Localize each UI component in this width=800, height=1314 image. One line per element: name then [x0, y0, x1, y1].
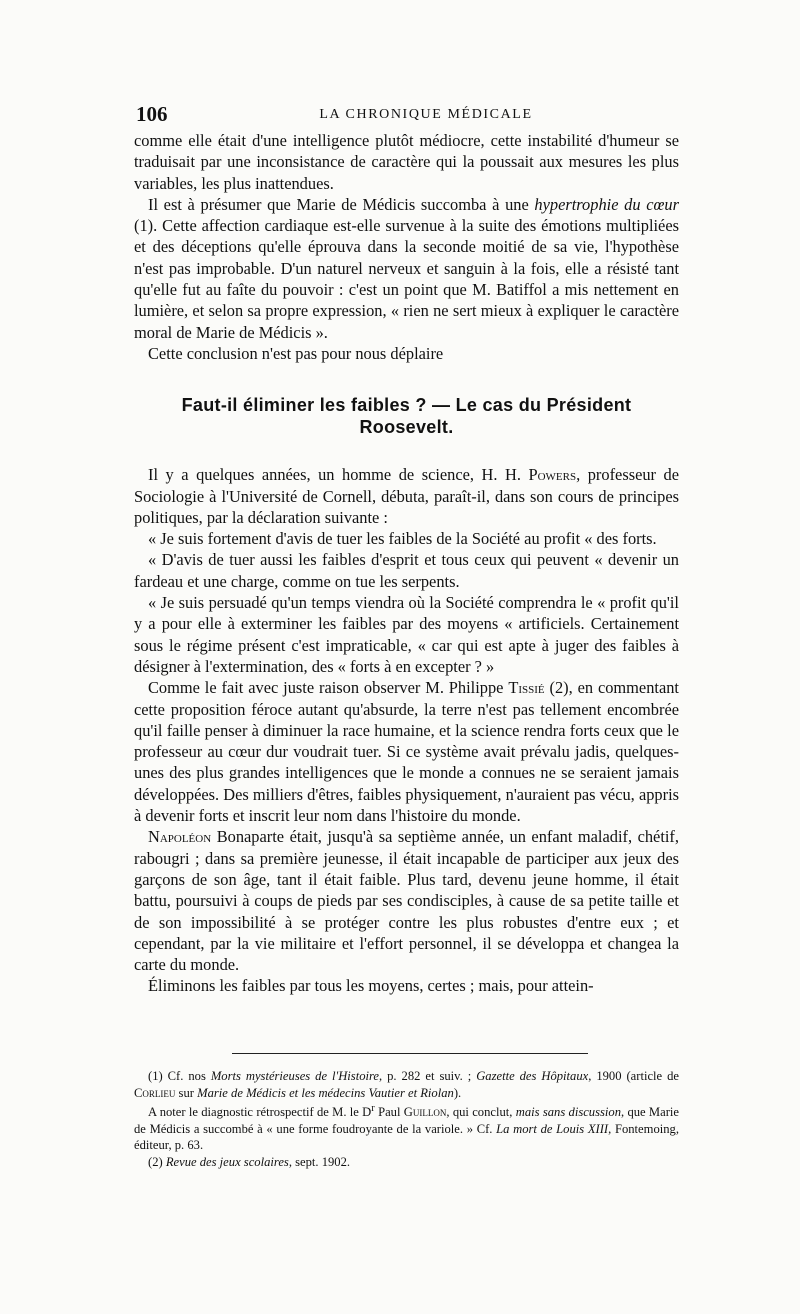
paragraph: comme elle était d'une intelligence plutôt médiocre, cette instabilité d'humeur se traduisait par une inconsistance de caractère qui la poussait aux mesures les plus variables, les plus inattendues.: [134, 131, 679, 193]
paragraph: Cette conclusion n'est pas pour nous déplaire: [148, 343, 444, 363]
page-number: 106: [136, 102, 168, 126]
paragraph: Comme le fait avec juste raison observer M. Philippe Tissié (2), en commentant cette proposition féroce autant qu'absurde, la terre n'est pas tellement encombrée qu'il faille penser à diminuer la race humaine, et la science rendra forts ceux que le professeur au cœur dur voudrait tuer. Si ce système avait prévalu jadis, quelques-unes des plus grandes intelligences que le monde a connues ne se seraient jamais développées. Des milliers d'êtres, faibles physiquement, n'auraient pas vécu, appris à devenir forts et inscrit leur nom dans l'histoire du monde.: [134, 678, 679, 826]
paragraph: Napoléon Bonaparte était, jusqu'à sa septième année, un enfant maladif, chétif, rabougri ; dans sa première jeunesse, il était incapable de participer aux jeux des garçons de son âge, tant il était faible. Plus tard, devenu jeune homme, il était battu, poursuivi à coups de pieds par ses condisciples, à cause de sa petite taille et de son impossibilité à se protéger contre les plus robustes d'entre eux ; et cependant, par la vie militaire et l'effort personnel, il se développa et changea la carte du monde.: [134, 827, 679, 975]
running-title: LA CHRONIQUE MÉDICALE: [319, 107, 533, 122]
paragraph: Il est à présumer que Marie de Médicis succomba à une hypertrophie du cœur (1). Cette affection cardiaque est-elle survenue à la suite des émotions multipliées et des déceptions qu'elle éprouva dans la seconde moitié de sa vie, l'hypothèse n'est pas improbable. D'un naturel nerveux et sanguin à la fois, elle a résisté tant qu'elle fut au faîte du pouvoir : c'est un point que M. Batiffol a mis nettement en lumière, et selon sa propre expression, « rien ne sert mieux à expliquer le caractère moral de Marie de Médicis ».: [134, 194, 679, 342]
footnotes: [134, 1068, 679, 1170]
person-name: Napoléon: [148, 827, 212, 847]
section-title: Faut-il éliminer les faibles ? — Le cas du Président Roosevelt.: [181, 395, 632, 438]
quote-paragraph: « Je suis persuadé qu'un temps viendra où la Société comprendra le « profit qu'il y a pour elle à exterminer les faibles par des moyens « artificiels. Certainement sous le régime présent c'est impraticable, « car qui est apte à juger des faibles à désigner à l'extermination, des « forts à en excepter ? »: [134, 593, 679, 676]
author-name: Powers: [528, 465, 577, 485]
emphasis: hypertrophie du cœur: [534, 194, 679, 214]
paragraph: Il y a quelques années, un homme de science, H. H. Powers, professeur de Sociologie à l'Université de Cornell, débuta, paraît-il, dans son cours de principes politiques, par la déclaration suivante :: [134, 465, 680, 527]
page-header: [136, 102, 676, 132]
quote-paragraph: « D'avis de tuer aussi les faibles d'esprit et tous ceux qui peuvent « devenir un fardeau et une charge, comme on tue les serpents.: [134, 550, 679, 591]
body-text: [134, 130, 679, 997]
footnote: A noter le diagnostic rétrospectif de M. le $D^r$ Paul Guillon, qui conclut, mais sans discussion, que Marie de Médicis a succombé à « une forme foudroyante de la variole. » Cf. La mort de Louis XIII, Fontemoing, éditeur, p. 63.: [134, 1103, 680, 1153]
footnote: (2) Revue des jeux scolaires, sept. 1902.: [148, 1154, 351, 1169]
quote-paragraph: « Je suis fortement d'avis de tuer les faibles de la Société au profit « des forts.: [148, 529, 657, 549]
paragraph: Éliminons les faibles par tous les moyens, certes ; mais, pour attein-: [148, 976, 594, 996]
footnote: (1) Cf. nos Morts mystérieuses de l'Histoire, p. 282 et suiv. ; Gazette des Hôpitaux, 1900 (article de Corlieu sur Marie de Médicis et les médecins Vautier et Riolan).: [134, 1069, 679, 1100]
footnote-divider: [232, 1053, 588, 1054]
author-name: Tissié: [508, 678, 545, 698]
